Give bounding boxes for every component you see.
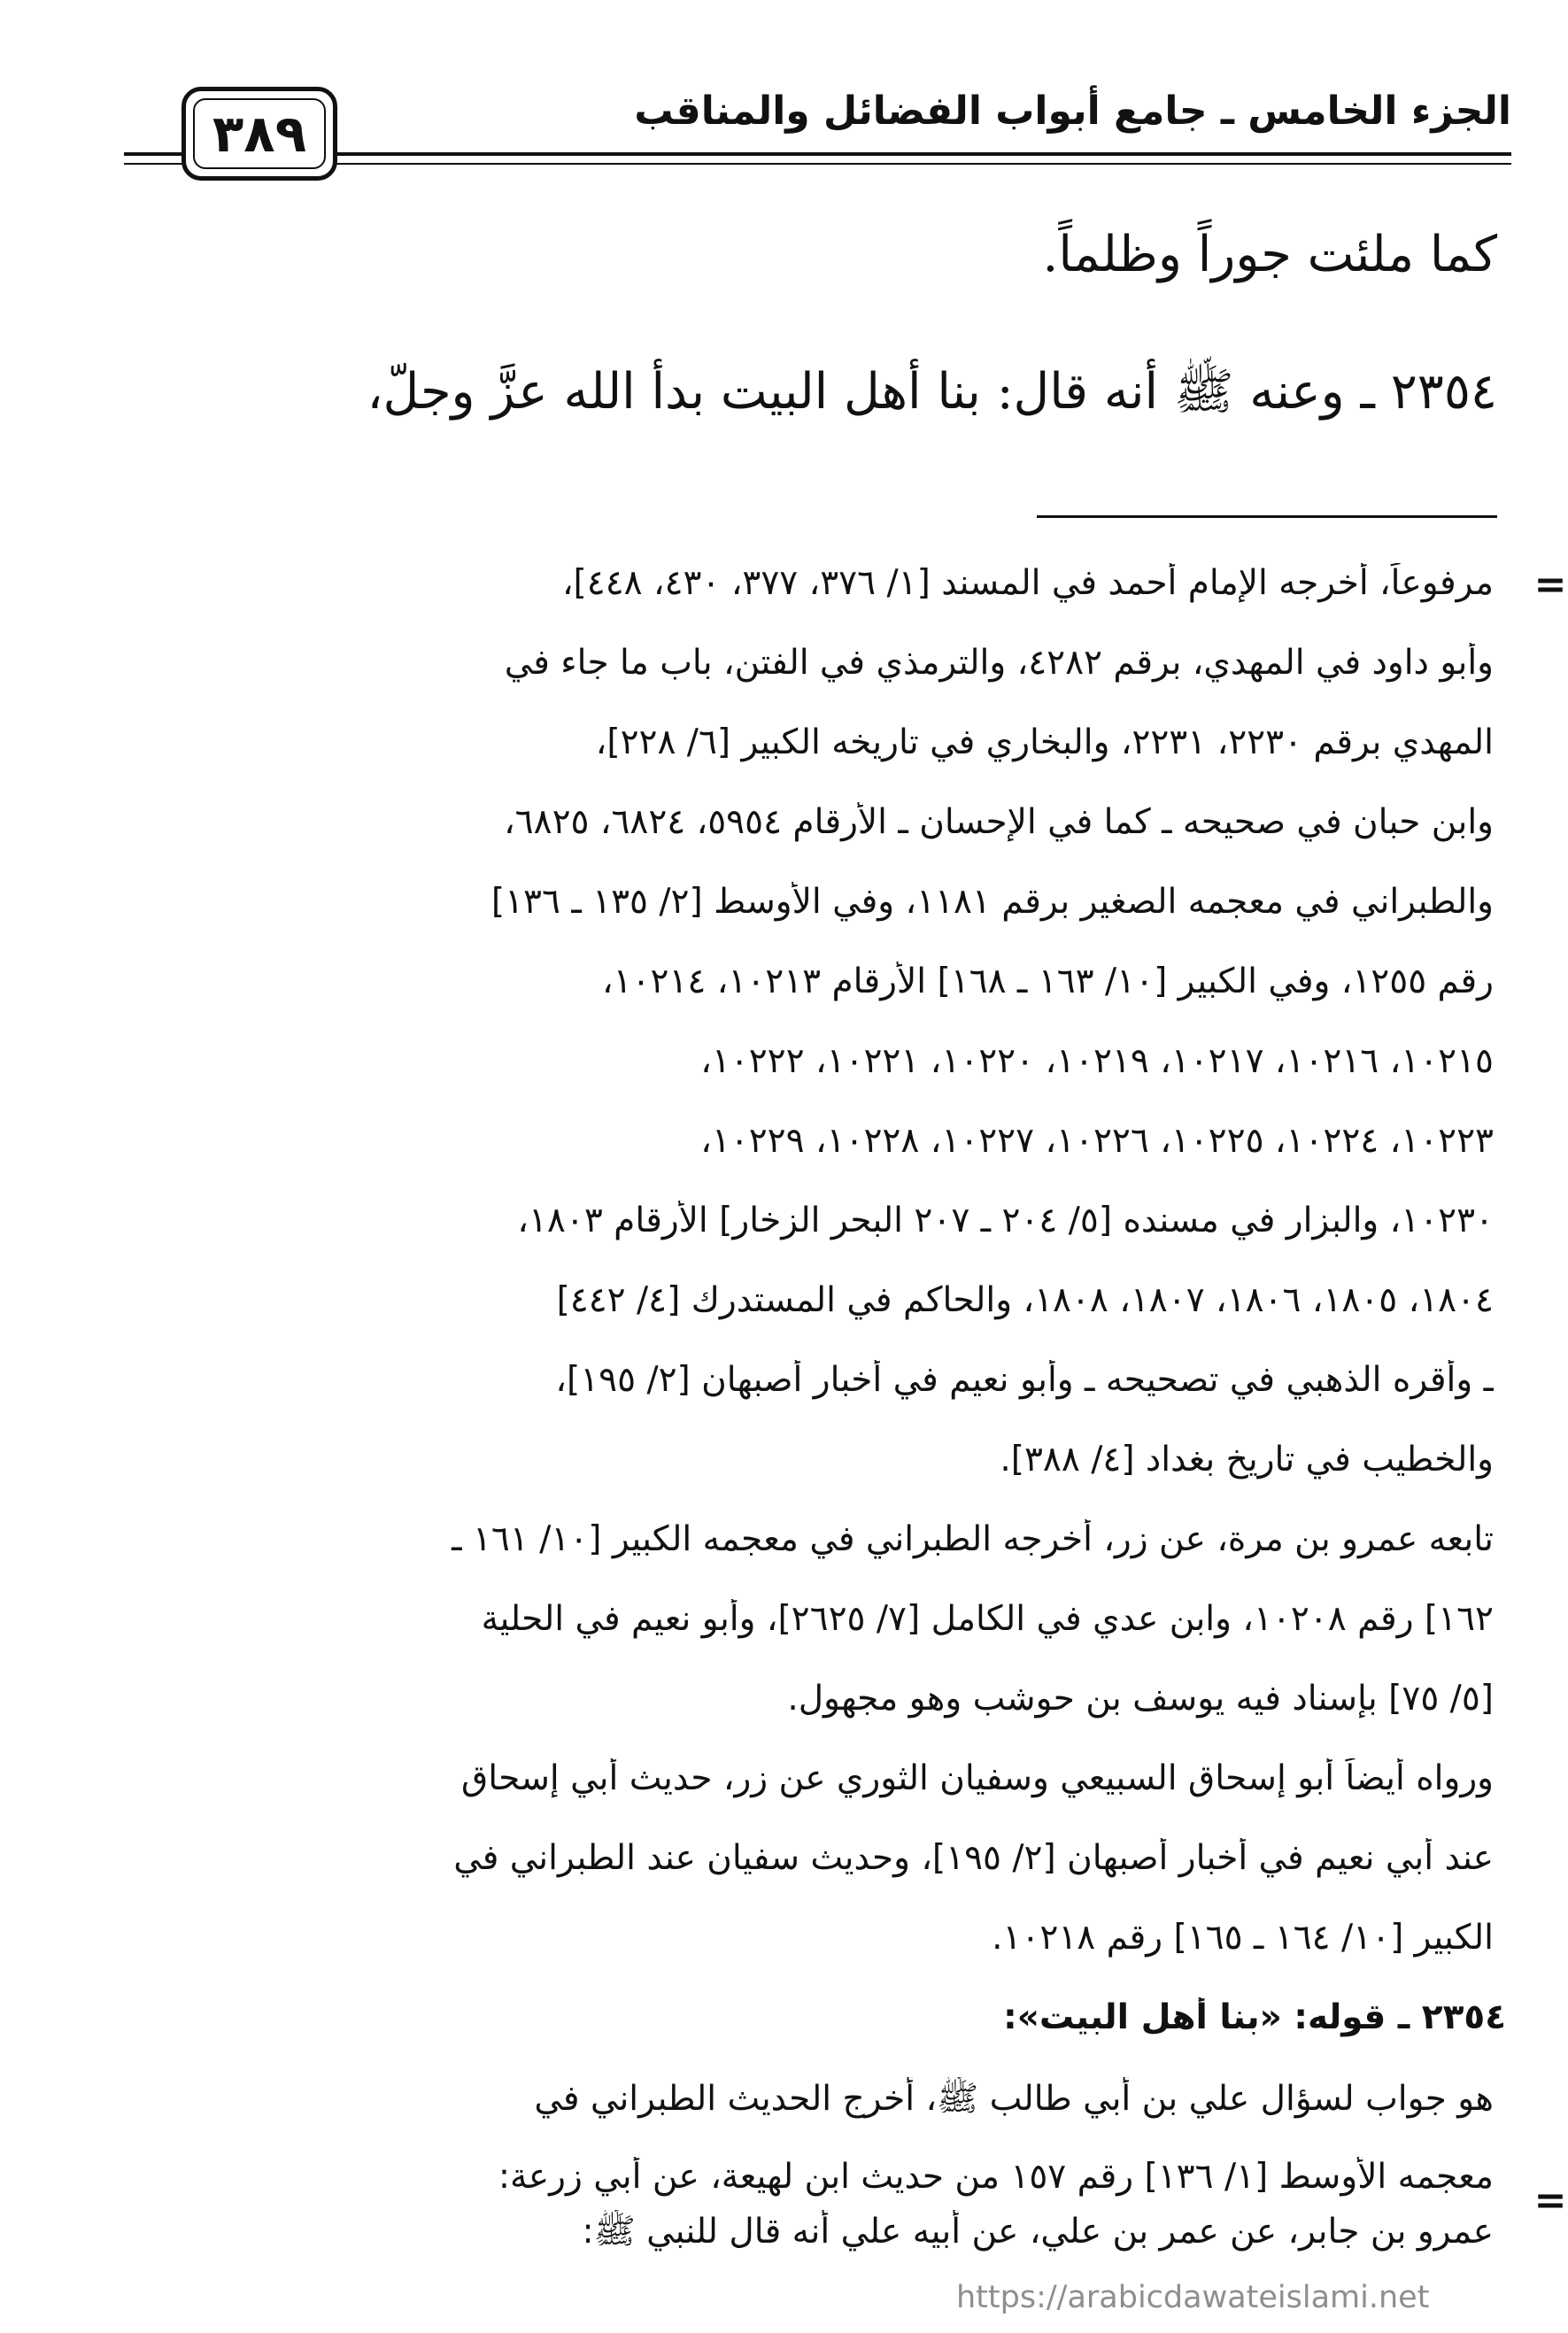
- footnote-line: [٥/ ٧٥] بإسناد فيه يوسف بن حوشب وهو مجهول.: [787, 1679, 1494, 1719]
- continuation-mark-bottom: =: [1533, 2178, 1567, 2223]
- footnote-line: المهدي برقم ٢٢٣٠، ٢٢٣١، والبخاري في تاريخه الكبير [٦/ ٢٢٨]،: [595, 722, 1494, 762]
- watermark-url: https://arabicdawateislami.net: [956, 2280, 1430, 2315]
- footnote-line: عند أبي نعيم في أخبار أصبهان [٢/ ١٩٥]، وحديث سفيان عند الطبراني في: [453, 1838, 1494, 1878]
- footnote-line: الكبير [١٠/ ١٦٤ ـ ١٦٥] رقم ١٠٢١٨.: [992, 1918, 1494, 1958]
- main-text-line-1: كما ملئت جوراً وظلماً.: [1042, 226, 1497, 283]
- footnote-line: ـ وأقره الذهبي في تصحيحه ـ وأبو نعيم في أخبار أصبهان [٢/ ١٩٥]،: [555, 1360, 1494, 1400]
- footnote-line: هو جواب لسؤال علي بن أبي طالب ﷺ، أخرج الحديث الطبراني في: [534, 2079, 1494, 2119]
- header-rule-bottom: [336, 163, 1511, 165]
- footnote-line: عمرو بن جابر، عن عمر بن علي، عن أبيه علي أنه قال للنبي ﷺ:: [582, 2212, 1494, 2252]
- page-number-frame: [182, 87, 337, 181]
- header-rule-left-top: [124, 152, 182, 156]
- footnote-line: وابن حبان في صحيحه ـ كما في الإحسان ـ الأرقام ٥٩٥٤، ٦٨٢٤، ٦٨٢٥،: [504, 802, 1494, 842]
- main-text-line-2: ٢٣٥٤ ـ وعنه ﷺ أنه قال: بنا أهل البيت بدأ الله عزَّ وجلّ،: [367, 363, 1497, 421]
- continuation-mark-top: =: [1533, 562, 1567, 607]
- footnote-line: ورواه أيضاً أبو إسحاق السبيعي وسفيان الثوري عن زر، حديث أبي إسحاق: [460, 1758, 1494, 1798]
- footnote-line: ١٠٢٣٠، والبزار في مسنده [٥/ ٢٠٤ ـ ٢٠٧ البحر الزخار] الأرقام ١٨٠٣،: [517, 1201, 1494, 1240]
- footnote-line: رقم ١٢٥٥، وفي الكبير [١٠/ ١٦٣ ـ ١٦٨] الأرقام ١٠٢١٣، ١٠٢١٤،: [602, 962, 1494, 1001]
- footnote-line: ١٨٠٤، ١٨٠٥، ١٨٠٦، ١٨٠٧، ١٨٠٨، والحاكم في المستدرك [٤/ ٤٤٢]: [556, 1280, 1494, 1320]
- footnote-line: ١٦٢] رقم ١٠٢٠٨، وابن عدي في الكامل [٧/ ٢٦٢٥]، وأبو نعيم في الحلية: [481, 1599, 1494, 1639]
- footnote-line: ١٠٢٢٣، ١٠٢٢٤، ١٠٢٢٥، ١٠٢٢٦، ١٠٢٢٧، ١٠٢٢٨، ١٠٢٢٩،: [700, 1121, 1494, 1161]
- header-rule-left-bottom: [124, 163, 182, 165]
- footnote-line: مرفوعاً، أخرجه الإمام أحمد في المسند [١/ ٣٧٦، ٣٧٧، ٤٣٠، ٤٤٨]،: [561, 563, 1494, 603]
- header-rule-top: [336, 152, 1511, 156]
- footnote-line: وأبو داود في المهدي، برقم ٤٢٨٢، والترمذي في الفتن، باب ما جاء في: [504, 643, 1494, 683]
- footnote-line: ١٠٢١٥، ١٠٢١٦، ١٠٢١٧، ١٠٢١٩، ١٠٢٢٠، ١٠٢٢١، ١٠٢٢٢،: [700, 1041, 1494, 1081]
- footnote-line: والطبراني في معجمه الصغير برقم ١١٨١، وفي الأوسط [٢/ ١٣٥ ـ ١٣٦]: [490, 882, 1494, 922]
- footnote-line: والخطيب في تاريخ بغداد [٤/ ٣٨٨].: [1000, 1440, 1494, 1479]
- footnote-line: معجمه الأوسط [١/ ١٣٦] رقم ١٥٧ من حديث ابن لهيعة، عن أبي زرعة:: [498, 2157, 1494, 2197]
- page-number: ٣٨٩: [193, 98, 326, 169]
- commentary-heading: ٢٣٥٤ ـ قوله: «بنا أهل البيت»:: [1003, 1997, 1506, 2037]
- footnote-line: تابعه عمرو بن مرة، عن زر، أخرجه الطبراني في معجمه الكبير [١٠/ ١٦١ ـ: [452, 1519, 1494, 1559]
- running-header: الجزء الخامس ـ جامع أبواب الفضائل والمناقب: [634, 89, 1511, 134]
- footnote-separator: [1037, 515, 1497, 518]
